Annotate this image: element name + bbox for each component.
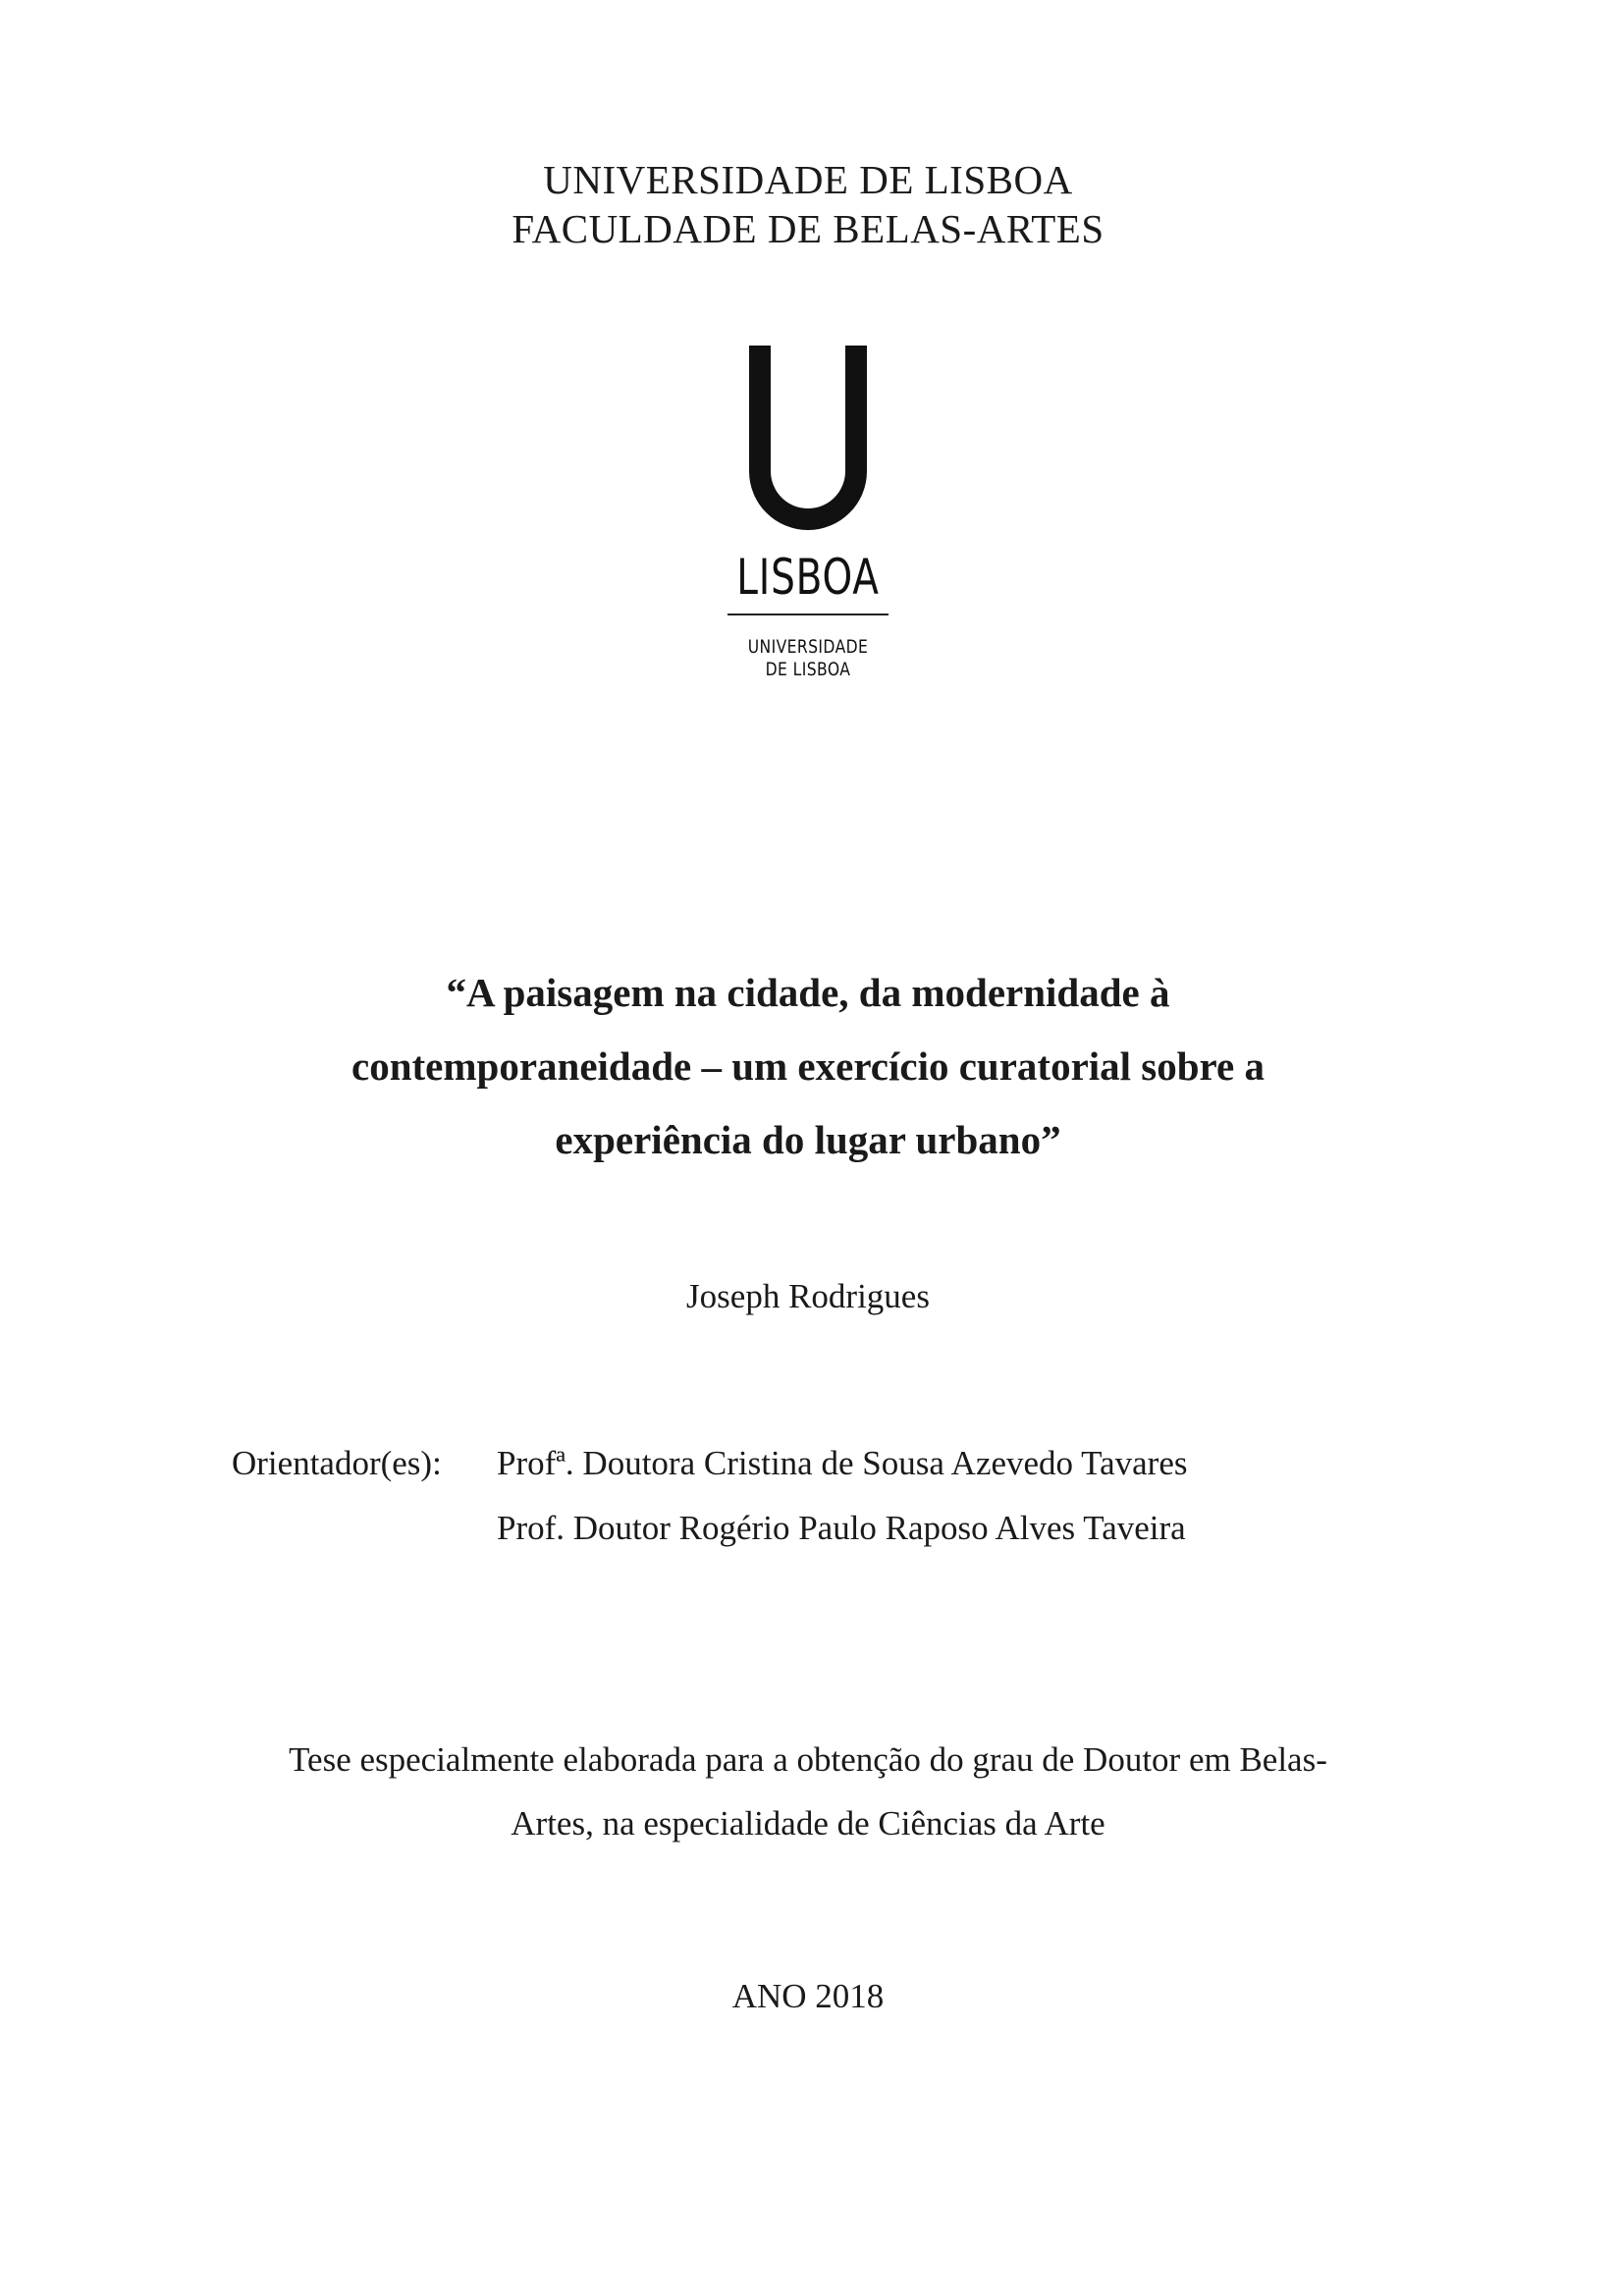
advisors-label: Orientador(es): (232, 1444, 442, 1482)
advisor-name-1: Profª. Doutora Cristina de Sousa Azevedo Tavares (497, 1444, 1188, 1482)
thesis-description-line-2: Artes, na especialidade de Ciências da Arte (511, 1804, 1105, 1842)
thesis-year: ANO 2018 (731, 1977, 885, 2015)
thesis-title-line-2: contemporaneidade – um exercício curatorial sobre a (351, 1043, 1265, 1089)
logo-subtitle-line-1: UNIVERSIDADE (747, 636, 869, 658)
faculty-name: FACULDADE DE BELAS-ARTES (512, 206, 1104, 251)
logo-subtitle-line-2: DE LISBOA (765, 659, 851, 680)
logo-divider (727, 614, 889, 615)
advisor-name-2: Prof. Doutor Rogério Paulo Raposo Alves Taveira (497, 1509, 1186, 1547)
thesis-title-line-1: “A paisagem na cidade, da modernidade à (446, 970, 1170, 1015)
logo-wordmark: LISBOA (736, 549, 880, 606)
thesis-title-line-3: experiência do lugar urbano” (555, 1117, 1061, 1162)
university-name: UNIVERSIDADE DE LISBOA (543, 157, 1073, 202)
university-u-logo-icon (749, 346, 867, 532)
author-name: Joseph Rodrigues (686, 1277, 930, 1315)
thesis-description-line-1: Tese especialmente elaborada para a obtenção do grau de Doutor em Belas- (289, 1740, 1327, 1779)
